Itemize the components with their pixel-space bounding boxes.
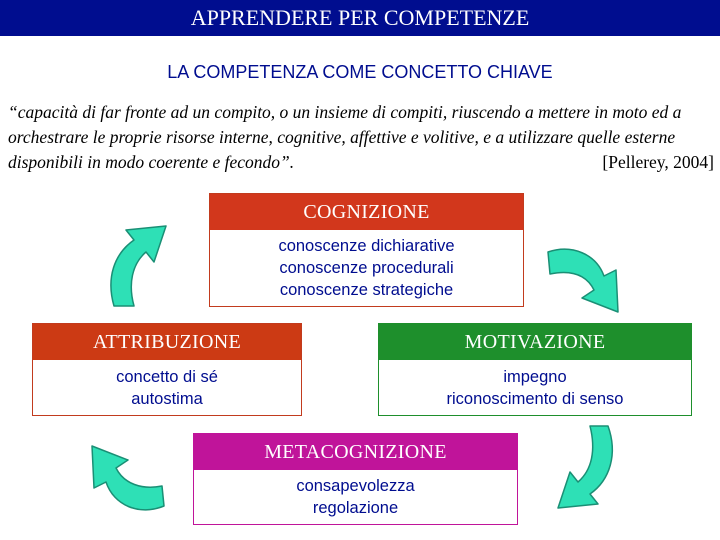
- cognizione-items: [210, 230, 523, 306]
- curved-arrow-icon: [550, 420, 630, 516]
- cognizione-item: conoscenze strategiche: [279, 281, 454, 299]
- cognizione-item: conoscenze dichiarative: [278, 237, 455, 255]
- motivazione-items: [379, 360, 691, 415]
- motivazione-box: [378, 323, 692, 416]
- attribuzione-items: [33, 360, 301, 415]
- curved-arrow-icon: [84, 436, 168, 522]
- definition-quote: [8, 100, 714, 175]
- metacognizione-box: [193, 433, 518, 525]
- cognizione-title: COGNIZIONE: [210, 194, 523, 230]
- motivazione-title: MOTIVAZIONE: [379, 324, 691, 360]
- page-title: APPRENDERE PER COMPETENZE: [190, 5, 530, 30]
- metacognizione-item: regolazione: [312, 499, 399, 517]
- attribuzione-item: concetto di sé: [116, 367, 218, 386]
- attribuzione-item: autostima: [131, 389, 203, 408]
- curved-arrow-icon: [92, 218, 172, 310]
- metacognizione-item: consapevolezza: [296, 477, 415, 495]
- attribuzione-title: ATTRIBUZIONE: [33, 324, 301, 360]
- quote-text: “capacità di far fronte ad un compito, o un insieme di compiti, riuscendo a mettere in moto ed a orchestrare le proprie risorse interne, cognitive, affettive e volitive, e a utilizzare quelle esterne disponibili in modo coerente e fecondo”.: [8, 102, 682, 172]
- motivazione-item: impegno: [503, 367, 567, 386]
- cognizione-item: conoscenze procedurali: [279, 259, 454, 277]
- metacognizione-title: METACOGNIZIONE: [194, 434, 517, 470]
- attribuzione-box: [32, 323, 302, 416]
- metacognizione-items: [194, 470, 517, 524]
- curved-arrow-icon: [542, 232, 630, 318]
- slide-subtitle: LA COMPETENZA COME CONCETTO CHIAVE: [167, 62, 553, 82]
- quote-citation: [Pellerey, 2004]: [602, 152, 714, 172]
- page-header: [0, 0, 720, 36]
- motivazione-item: riconoscimento di senso: [446, 389, 624, 408]
- cognizione-box: [209, 193, 524, 307]
